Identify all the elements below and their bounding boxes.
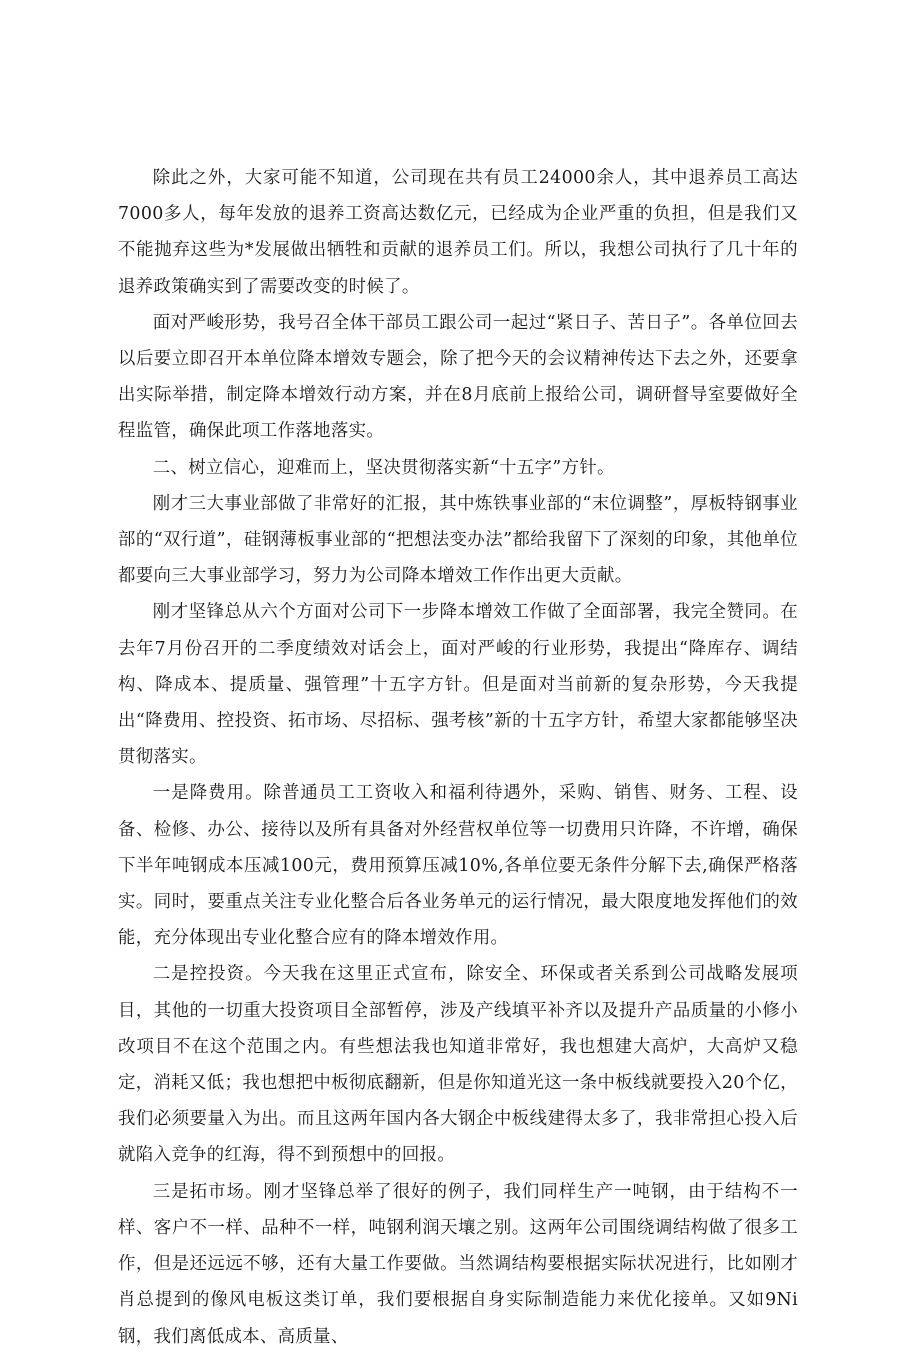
paragraph-tight-days: 面对严峻形势，我号召全体干部员工跟公司一起过“紧日子、苦日子”。各单位回去以后要立即召开本单位降本增效专题会，除了把今天的会议精神传达下去之外，还要拿出实际举措，制定降本增效行动方案，并在8月底前上报给公司，调研督导室要做好全程监管，确保此项工作落地落实。 [118, 312, 798, 442]
paragraph-business-units: 刚才三大事业部做了非常好的汇报，其中炼铁事业部的“末位调整”，厚板特钢事业部的“双行道”，硅钢薄板事业部的“把想法变办法”都给我留下了深刻的印象，其他单位都要向三大事业部学习，努力为公司降本增效工作作出更大贡献。 [118, 493, 798, 587]
paragraph-fifteen-char-policy: 刚才坚锋总从六个方面对公司下一步降本增效工作做了全面部署，我完全赞同。在去年7月份召开的二季度绩效对话会上，面对严峻的行业形势，我提出“降库存、调结构、降成本、提质量、强管理”十五字方针。但是面对当前新的复杂形势，今天我提出“降费用、控投资、拓市场、尽招标、强考核”新的十五字方针，希望大家都能够坚决贯彻落实。 [118, 602, 798, 768]
paragraph-reduce-costs: 一是降费用。除普通员工工资收入和福利待遇外，采购、销售、财务、工程、设备、检修、办公、接待以及所有具备对外经营权单位等一切费用只许降，不许增，确保下半年吨钢成本压减100元，费用预算压减10%,各单位要无条件分解下去,确保严格落实。同时，要重点关注专业化整合后各业务单元的运行情况，最大限度地发挥他们的效能，充分体现出专业化整合应有的降本增效作用。 [118, 783, 798, 949]
paragraph-expand-market: 三是拓市场。刚才坚锋总举了很好的例子，我们同样生产一吨钢，由于结构不一样、客户不一样、品种不一样，吨钢利润天壤之别。这两年公司围绕调结构做了很多工作，但是还远远不够，还有大量工作要做。当然调结构要根据实际状况进行，比如刚才肖总提到的像风电板这类订单，我们要根据自身实际制造能力来优化接单。又如9Ni钢，我们离低成本、高质量、 [118, 1181, 798, 1347]
document-page [118, 160, 798, 1355]
section-heading-two: 二、树立信心，迎难而上，坚决贯彻落实新“十五字”方针。 [152, 457, 615, 478]
paragraph-retirees: 除此之外，大家可能不知道，公司现在共有员工24000余人，其中退养员工高达7000多人，每年发放的退养工资高达数亿元，已经成为企业严重的负担，但是我们又不能抛弃这些为*发展做出牺牲和贡献的退养员工们。所以，我想公司执行了几十年的退养政策确实到了需要改变的时候了。 [118, 168, 798, 297]
paragraph-control-investment: 二是控投资。今天我在这里正式宣布，除安全、环保或者关系到公司战略发展项目，其他的一切重大投资项目全部暂停，涉及产线填平补齐以及提升产品质量的小修小改项目不在这个范围之内。有些想法我也知道非常好，我也想建大高炉，大高炉又稳定，消耗又低；我也想把中板彻底翻新，但是你知道光这一条中板线就要投入20个亿，我们必须要量入为出。而且这两年国内各大钢企中板线建得太多了，我非常担心投入后就陷入竞争的红海，得不到预想中的回报。 [118, 964, 798, 1166]
